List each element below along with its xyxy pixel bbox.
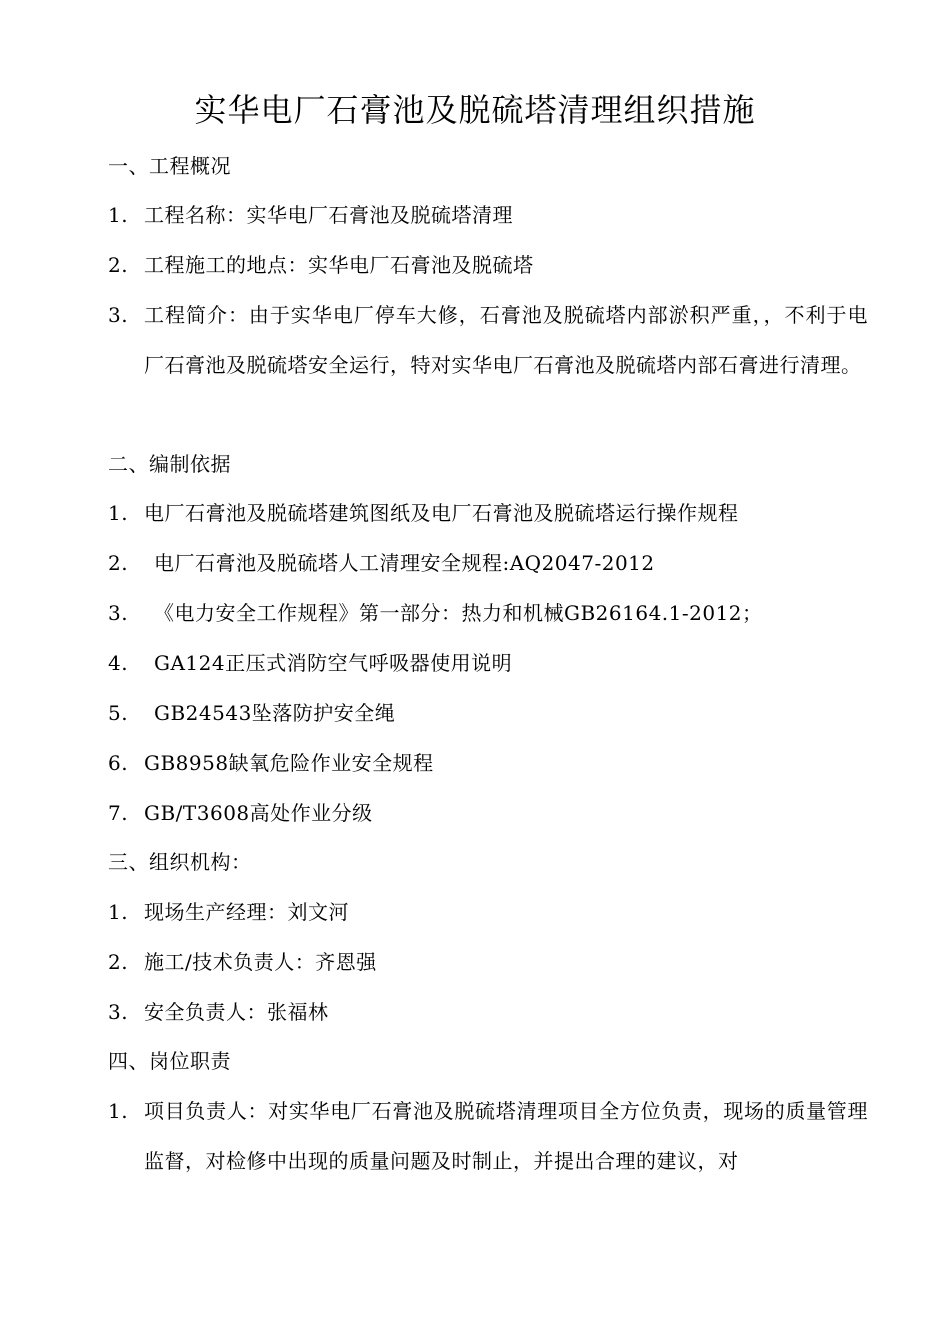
list-item [108,598,763,628]
item-text: 工程简介：由于实华电厂停车大修，石膏池及脱硫塔内部淤积严重，，不利于电厂石膏池及脱硫塔安全运行，特对实华电厂石膏池及脱硫塔内部石膏进行清理。 [144,303,868,377]
list-item [108,290,868,390]
item-number: 2. [108,253,129,277]
item-number: 3. [108,601,129,625]
list-item [108,548,655,578]
item-number: 1. [108,203,129,227]
section-heading-duties: 四、岗位职责 [108,1049,231,1073]
list-item [108,498,739,528]
item-number: 1. [108,900,129,924]
item-number: 7. [108,801,129,825]
section-heading-overview: 一、工程概况 [108,154,231,178]
section-heading-basis: 二、编制依据 [108,452,231,476]
item-number: 4. [108,651,129,675]
item-text: 现场生产经理：刘文河 [144,900,349,924]
item-number: 1. [108,1099,129,1123]
item-text: 项目负责人：对实华电厂石膏池及脱硫塔清理项目全方位负责，现场的质量管理监督，对检修中出现的质量问题及时制止，并提出合理的建议，对 [144,1099,868,1173]
item-text: GB/T3608高处作业分级 [144,801,373,825]
list-item [108,748,434,778]
document-title: 实华电厂石膏池及脱硫塔清理组织措施 [194,91,756,129]
list-item [108,698,395,728]
list-item [108,200,513,230]
item-text: 《电力安全工作规程》第一部分：热力和机械GB26164.1-2012； [154,601,763,625]
item-text: 电厂石膏池及脱硫塔人工清理安全规程:AQ2047-2012 [154,551,655,575]
item-text: 电厂石膏池及脱硫塔建筑图纸及电厂石膏池及脱硫塔运行操作规程 [144,501,739,525]
item-number: 6. [108,751,129,775]
item-text: GB24543坠落防护安全绳 [154,701,396,725]
item-text: GB8958缺氧危险作业安全规程 [144,751,434,775]
list-item [108,1086,868,1186]
list-item [108,648,512,678]
section-heading-organization: 三、组织机构： [108,850,252,874]
list-item [108,798,373,828]
item-text: GA124正压式消防空气呼吸器使用说明 [154,651,513,675]
item-number: 2. [108,551,129,575]
list-item [108,947,377,977]
item-number: 1. [108,501,129,525]
item-number: 3. [108,303,129,327]
item-text: 工程施工的地点：实华电厂石膏池及脱硫塔 [144,253,534,277]
item-number: 2. [108,950,129,974]
list-item [108,250,534,280]
item-text: 工程名称：实华电厂石膏池及脱硫塔清理 [144,203,513,227]
item-number: 3. [108,1000,129,1024]
list-item [108,997,329,1027]
item-text: 施工/技术负责人：齐恩强 [144,950,377,974]
item-text: 安全负责人：张福林 [144,1000,329,1024]
item-number: 5. [108,701,129,725]
list-item [108,897,349,927]
